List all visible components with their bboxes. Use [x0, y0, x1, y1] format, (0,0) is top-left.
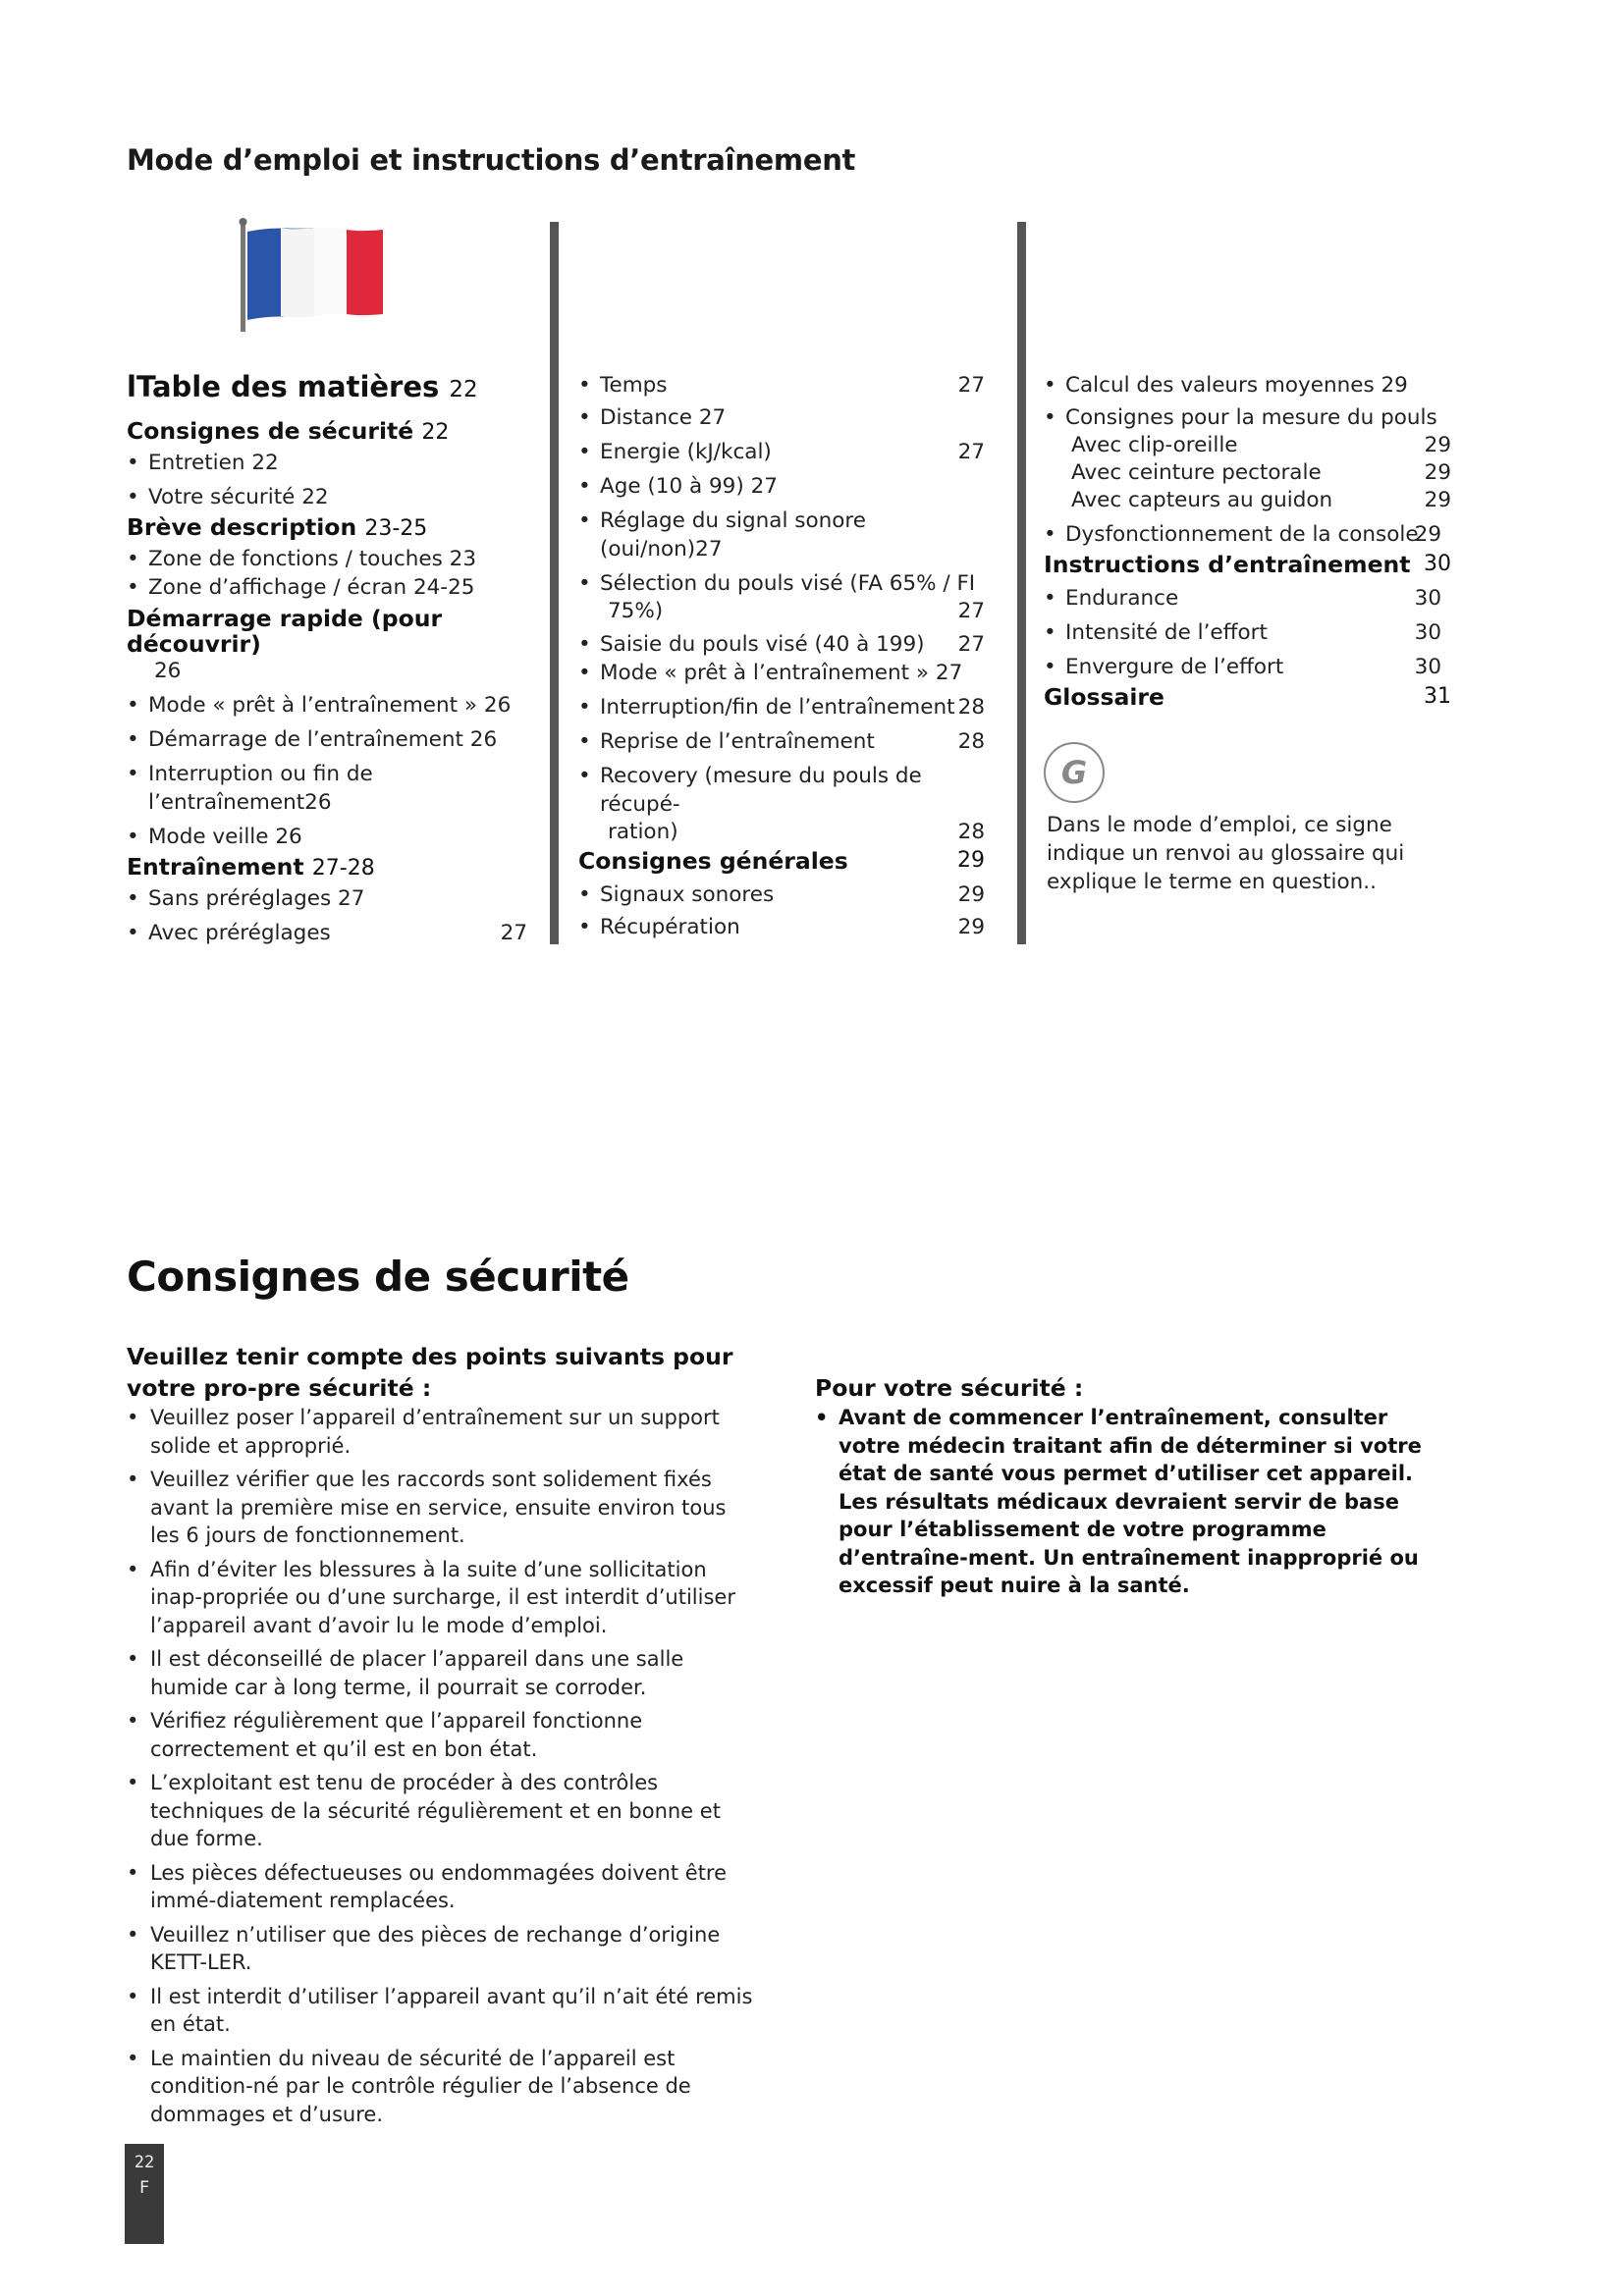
toc-item-selection-cont: 75%) 27: [608, 599, 985, 623]
toc-item-capteurs[interactable]: Avec capteurs au guidon 29: [1071, 488, 1451, 512]
toc-column-2: [578, 371, 985, 941]
safety-item: • L’exploitant est tenu de procéder à des contrôles techniques de la sécurité régulièrement et en bonne et due forme.: [127, 1769, 760, 1853]
toc-item-avec-preglages[interactable]: • Avec préréglages 27: [127, 919, 527, 947]
toc-item-intensite[interactable]: • Intensité de l’effort 30: [1044, 618, 1451, 647]
safety-item: • Veuillez n’utiliser que des pièces de rechange d’origine KETT-LER.: [127, 1921, 760, 1977]
toc-section-training[interactable]: Entraînement 27-28: [127, 853, 375, 881]
toc-heading: lTable des matières 22: [127, 370, 478, 403]
toc-item-votre-securite[interactable]: • Votre sécurité 22: [127, 483, 527, 511]
glossary-icon: G: [1044, 742, 1105, 803]
toc-item-age[interactable]: • Age (10 à 99) 27: [578, 472, 985, 501]
safety-item: • Veuillez poser l’appareil d’entraînement sur un support solide et approprié.: [127, 1404, 760, 1460]
toc-item-interruption-fin[interactable]: • Interruption/fin de l’entraînement 28: [578, 693, 985, 721]
safety-item: • Les pièces défectueuses ou endommagées doivent être immé-diatement remplacées.: [127, 1859, 760, 1915]
toc-item-entretien[interactable]: • Entretien 22: [127, 449, 527, 477]
toc-item-recuperation[interactable]: • Récupération 29: [578, 913, 985, 941]
toc-item-endurance[interactable]: • Endurance 30: [1044, 584, 1451, 613]
safety-right-item: • Avant de commencer l’entraînement, consulter votre médecin traitant afin de déterminer si votre état de santé vous permet d’utiliser cet appareil. Les résultats médicaux devraient servir de base pour l’établissement de votre programme d’entraîne-ment. Un entraînement inapproprié ou excessif peut nuire à la santé.: [815, 1404, 1453, 1600]
glossary-note: Dans le mode d’emploi, ce signe indique un renvoi au glossaire qui explique le terme en question..: [1047, 813, 1405, 894]
toc-item-mode-veille[interactable]: • Mode veille 26: [127, 823, 527, 851]
toc-column-3: [1044, 371, 1451, 713]
safety-lead: Veuillez tenir compte des points suivants pour votre pro-pre sécurité :: [127, 1343, 733, 1402]
toc-item-signaux[interactable]: • Signaux sonores 29: [578, 881, 985, 909]
toc-item-saisie[interactable]: • Saisie du pouls visé (40 à 199) 27: [578, 630, 985, 659]
toc-item-consignes-pouls[interactable]: • Consignes pour la mesure du pouls: [1044, 403, 1451, 432]
toc-column-1: [127, 367, 527, 947]
toc-section-quickstart[interactable]: Démarrage rapide (pour découvrir): [127, 605, 443, 658]
safety-left-column: [127, 1341, 760, 2134]
french-flag-icon: [236, 218, 393, 336]
safety-item: • Veuillez vérifier que les raccords sont solidement fixés avant la première mise en service, ensuite environ tous les 6 jours de fonctionnement.: [127, 1466, 760, 1550]
toc-item-energie[interactable]: • Energie (kJ/kcal) 27: [578, 438, 985, 466]
toc-item-envergure[interactable]: • Envergure de l’effort 30: [1044, 653, 1451, 681]
toc-item-sans-preglages[interactable]: • Sans préréglages 27: [127, 884, 527, 913]
safety-item: • Afin d’éviter les blessures à la suite d’une sollicitation inap-propriée ou d’une surcharge, il est interdit d’utiliser l’appareil avant d’avoir lu le mode d’emploi.: [127, 1556, 760, 1640]
page-heading: Mode d’emploi et instructions d’entraînement: [127, 143, 856, 177]
toc-item-temps[interactable]: • Temps 27: [578, 371, 985, 400]
safety-item: • Le maintien du niveau de sécurité de l’appareil est condition-né par le contrôle régulier de l’absence de dommages et d’usure.: [127, 2045, 760, 2129]
page-number: 22: [134, 2153, 155, 2172]
safety-right-lead: Pour votre sécurité :: [815, 1374, 1084, 1402]
safety-right-column: [815, 1372, 1453, 1600]
safety-item: • Vérifiez régulièrement que l’appareil fonctionne correctement et qu’il est en bon état.: [127, 1707, 760, 1763]
toc-section-instructions[interactable]: Instructions d’entraînement 30: [1044, 551, 1451, 578]
toc-item-reprise[interactable]: • Reprise de l’entraînement 28: [578, 727, 985, 756]
toc-item-interruption[interactable]: • Interruption ou fin de l’entraînement26: [127, 760, 527, 817]
toc-item-distance[interactable]: • Distance 27: [578, 403, 985, 432]
toc-item-recovery[interactable]: • Recovery (mesure du pouls de récupé-: [578, 762, 985, 819]
section-title: Consignes de sécurité: [127, 1253, 629, 1301]
page-number-tab: [125, 2144, 164, 2244]
language-code: F: [138, 2178, 150, 2198]
toc-section-generales[interactable]: Consignes générales 29: [578, 847, 985, 875]
column-divider-1: [550, 222, 559, 944]
toc-item-zone-fonctions[interactable]: • Zone de fonctions / touches 23: [127, 545, 527, 573]
column-divider-2: [1017, 222, 1026, 944]
toc-item-reglage[interactable]: • Réglage du signal sonore (oui/non)27: [578, 507, 985, 563]
toc-item-demarrage[interactable]: • Démarrage de l’entraînement 26: [127, 725, 527, 754]
toc-section-quickstart-page: 26: [154, 659, 182, 683]
toc-item-zone-affichage[interactable]: • Zone d’affichage / écran 24-25: [127, 573, 527, 602]
toc-item-calcul[interactable]: • Calcul des valeurs moyennes 29: [1044, 371, 1451, 400]
toc-item-mode-pret[interactable]: • Mode « prêt à l’entraînement » 26: [127, 691, 527, 720]
safety-item: • Il est interdit d’utiliser l’appareil avant qu’il n’ait été remis en état.: [127, 1983, 760, 2039]
toc-section-description[interactable]: Brève description 23-25: [127, 513, 428, 541]
toc-item-ceinture[interactable]: Avec ceinture pectorale 29: [1071, 460, 1451, 485]
toc-item-recovery-cont: ration) 28: [608, 820, 985, 844]
toc-item-mode-pret-2[interactable]: • Mode « prêt à l’entraînement » 27: [578, 659, 985, 687]
toc-item-dysfonctionnement[interactable]: • Dysfonctionnement de la console 29: [1044, 520, 1451, 549]
safety-item: • Il est déconseillé de placer l’appareil dans une salle humide car à long terme, il pourrait se corroder.: [127, 1645, 760, 1701]
toc-section-safety[interactable]: Consignes de sécurité 22: [127, 417, 450, 445]
toc-item-clip[interactable]: Avec clip-oreille 29: [1071, 433, 1451, 457]
toc-section-glossaire[interactable]: Glossaire 31: [1044, 683, 1451, 711]
toc-item-selection[interactable]: • Sélection du pouls visé (FA 65% / FI: [578, 569, 985, 598]
